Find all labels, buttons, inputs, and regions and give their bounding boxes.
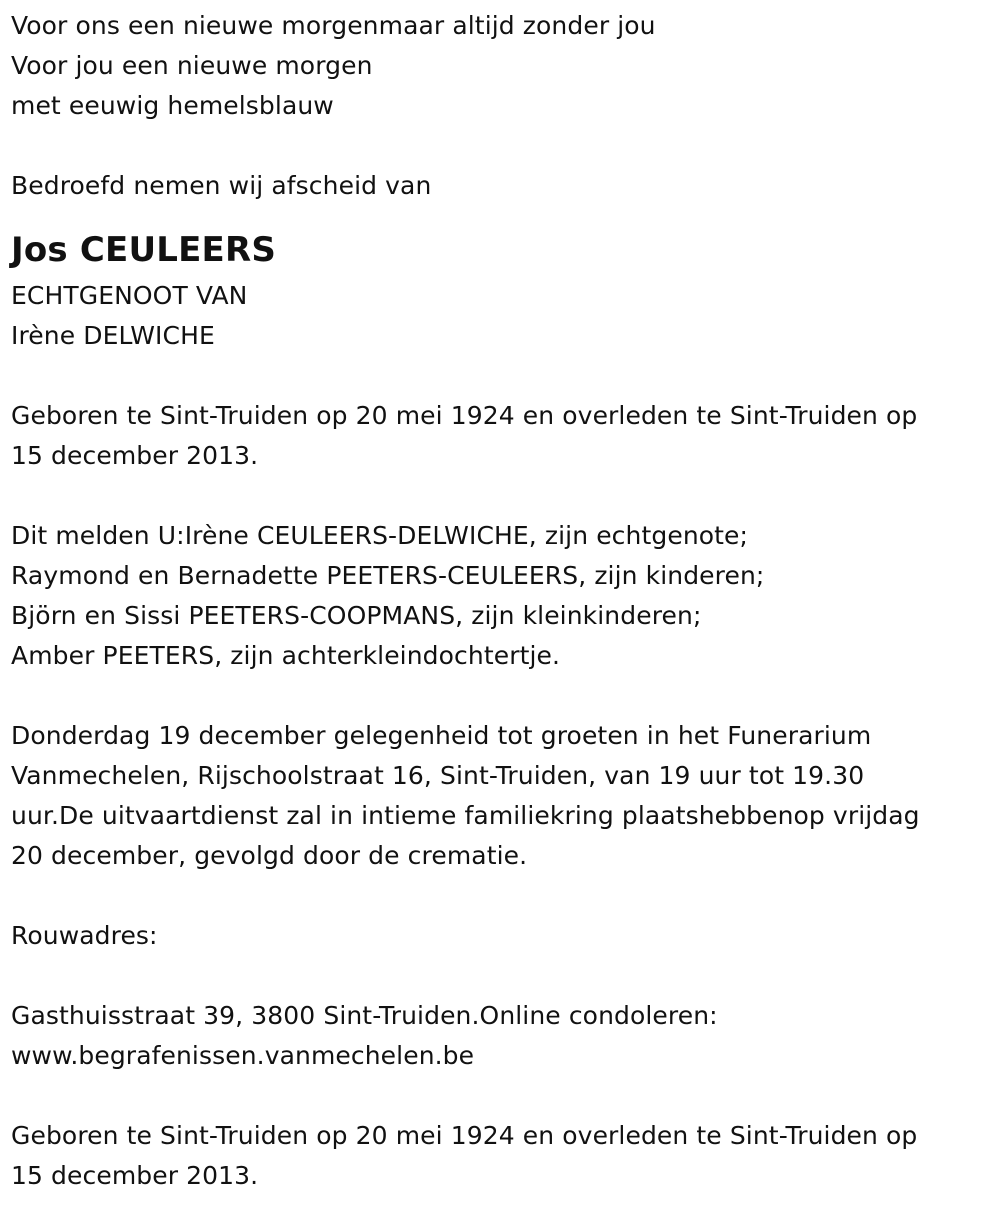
spacer <box>11 956 991 996</box>
spacer <box>11 356 991 396</box>
spouse-name: Irène DELWICHE <box>11 321 215 350</box>
ceremony-line-1: Donderdag 19 december gelegenheid tot groeten in het Funerarium <box>11 721 872 750</box>
birth-death-line-1: Geboren te Sint-Truiden op 20 mei 1924 en overleden te Sint-Truiden op <box>11 401 918 430</box>
ceremony-line-3: uur.De uitvaartdienst zal in intieme familiekring plaatshebbenop vrijdag <box>11 801 920 830</box>
birth-death-repeat-line-1: Geboren te Sint-Truiden op 20 mei 1924 en overleden te Sint-Truiden op <box>11 1121 918 1150</box>
ceremony-line-2: Vanmechelen, Rijschoolstraat 16, Sint-Truiden, van 19 uur tot 19.30 <box>11 761 865 790</box>
deceased-name: Jos CEULEERS <box>11 230 277 270</box>
family-line-2: Raymond en Bernadette PEETERS-CEULEERS, zijn kinderen; <box>11 561 765 590</box>
family-line-1: Dit melden U:Irène CEULEERS-DELWICHE, zijn echtgenote; <box>11 521 749 550</box>
family-line-3: Björn en Sissi PEETERS-COOPMANS, zijn kleinkinderen; <box>11 601 702 630</box>
poem-line-3: met eeuwig hemelsblauw <box>11 91 334 120</box>
poem-line-1: Voor ons een nieuwe morgenmaar altijd zonder jou <box>11 11 656 40</box>
address-line-1: Gasthuisstraat 39, 3800 Sint-Truiden.Online condoleren: <box>11 1001 718 1030</box>
spacer <box>11 206 991 224</box>
intro-text: Bedroefd nemen wij afscheid van <box>11 171 432 200</box>
condolence-url[interactable]: www.begrafenissen.vanmechelen.be <box>11 1041 475 1070</box>
spacer <box>11 876 991 916</box>
spacer <box>11 1076 991 1116</box>
birth-death-repeat-line-2: 15 december 2013. <box>11 1161 259 1190</box>
obituary-document <box>11 6 991 1196</box>
spacer <box>11 126 991 166</box>
relation-label: ECHTGENOOT VAN <box>11 281 248 310</box>
ceremony-line-4: 20 december, gevolgd door de crematie. <box>11 841 528 870</box>
birth-death-line-2: 15 december 2013. <box>11 441 259 470</box>
poem-line-2: Voor jou een nieuwe morgen <box>11 51 373 80</box>
address-label: Rouwadres: <box>11 921 158 950</box>
family-line-4: Amber PEETERS, zijn achterkleindochtertje. <box>11 641 561 670</box>
spacer <box>11 476 991 516</box>
spacer <box>11 676 991 716</box>
